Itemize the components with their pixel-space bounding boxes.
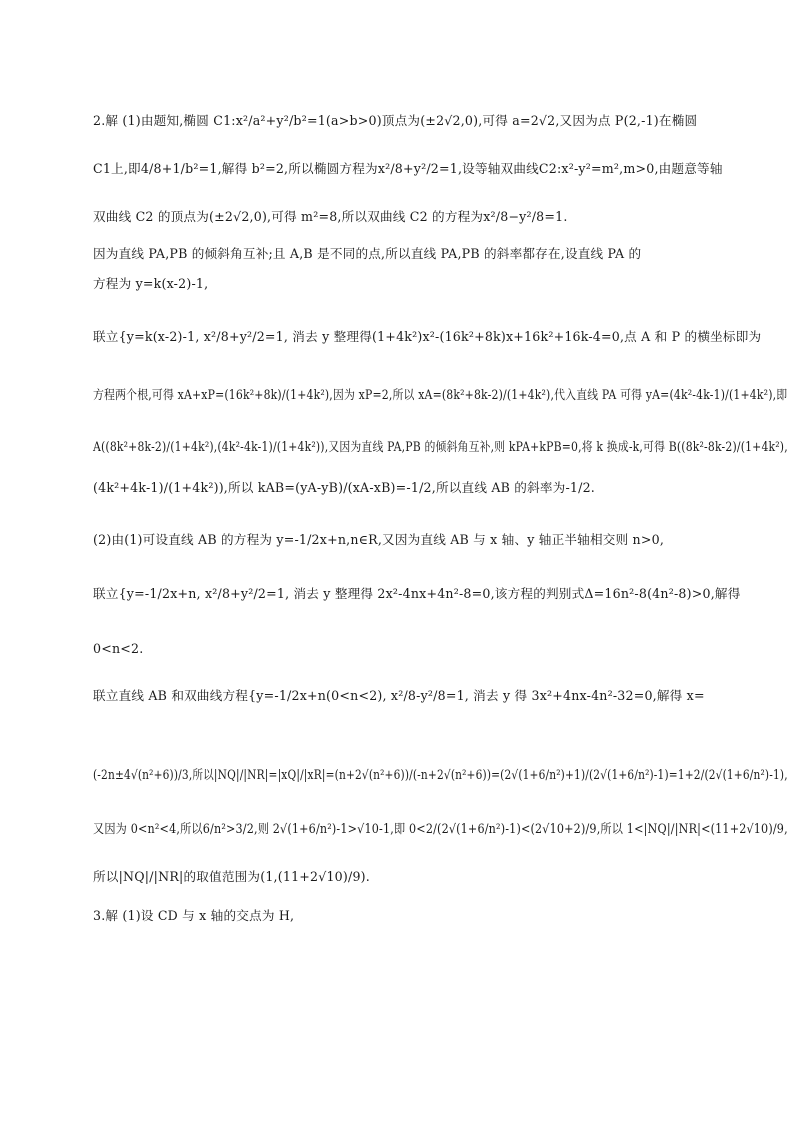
text-line: (4k²+4k-1)/(1+4k²)),所以 kAB=(yA-yB)/(xA-xB)=-1/2,所以直线 AB 的斜率为-1/2. <box>93 480 595 495</box>
text-line: 2.解 (1)由题知,椭圆 C1:x²/a²+y²/b²=1(a>b>0)顶点为(±2√2,0),可得 a=2√2,又因为点 P(2,-1)在椭圆 <box>93 113 698 128</box>
text-line: A((8k²+8k-2)/(1+4k²),(4k²-4k-1)/(1+4k²)),又因为直线 PA,PB 的倾斜角互补,则 kPA+kPB=0,将 k 换成-k,可得 B((8k²-8k-2)/(1+4k²), <box>93 439 788 454</box>
text-line: 方程为 y=k(x-2)-1, <box>93 276 209 291</box>
text-line: 双曲线 C2 的顶点为(±2√2,0),可得 m²=8,所以双曲线 C2 的方程为x²/8−y²/8=1. <box>93 209 568 224</box>
text-line: 3.解 (1)设 CD 与 x 轴的交点为 H, <box>93 908 295 923</box>
text-line: (-2n±4√(n²+6))/3,所以|NQ|/|NR|=|xQ|/|xR|=(n+2√(n²+6))/(-n+2√(n²+6))=(2√(1+6/n²)+1)/(2√(1+6/n²)-1)=1+2/(2√(1+6/n²)-1), <box>93 767 788 782</box>
text-line: 所以|NQ|/|NR|的取值范围为(1,(11+2√10)/9). <box>93 869 370 884</box>
text-line: (2)由(1)可设直线 AB 的方程为 y=-1/2x+n,n∈R,又因为直线 AB 与 x 轴、y 轴正半轴相交则 n>0, <box>93 532 665 547</box>
text-line: 联立{y=k(x-2)-1, x²/8+y²/2=1, 消去 y 整理得(1+4k²)x²-(16k²+8k)x+16k²+16k-4=0,点 A 和 P 的横坐标即为 <box>93 329 762 344</box>
text-line: 联立直线 AB 和双曲线方程{y=-1/2x+n(0<n<2), x²/8-y²/8=1, 消去 y 得 3x²+4nx-4n²-32=0,解得 x= <box>93 688 705 703</box>
text-line: 方程两个根,可得 xA+xP=(16k²+8k)/(1+4k²),因为 xP=2,所以 xA=(8k²+8k-2)/(1+4k²),代入直线 PA 可得 yA=(4k²-4k-1)/(1+4k²),即 <box>93 387 788 402</box>
text-line: 因为直线 PA,PB 的倾斜角互补;且 A,B 是不同的点,所以直线 PA,PB 的斜率都存在,设直线 PA 的 <box>93 246 642 261</box>
text-line: C1上,即4/8+1/b²=1,解得 b²=2,所以椭圆方程为x²/8+y²/2=1,设等轴双曲线C2:x²-y²=m²,m>0,由题意等轴 <box>93 161 723 176</box>
text-line: 联立{y=-1/2x+n, x²/8+y²/2=1, 消去 y 整理得 2x²-4nx+4n²-8=0,该方程的判别式Δ=16n²-8(4n²-8)>0,解得 <box>93 586 741 601</box>
text-line: 0<n<2. <box>93 641 144 656</box>
text-line: 又因为 0<n²<4,所以6/n²>3/2,则 2√(1+6/n²)-1>√10-1,即 0<2/(2√(1+6/n²)-1)<(2√10+2)/9,所以 1<|NQ|/|NR|<(11+2√10)/9, <box>93 821 788 836</box>
